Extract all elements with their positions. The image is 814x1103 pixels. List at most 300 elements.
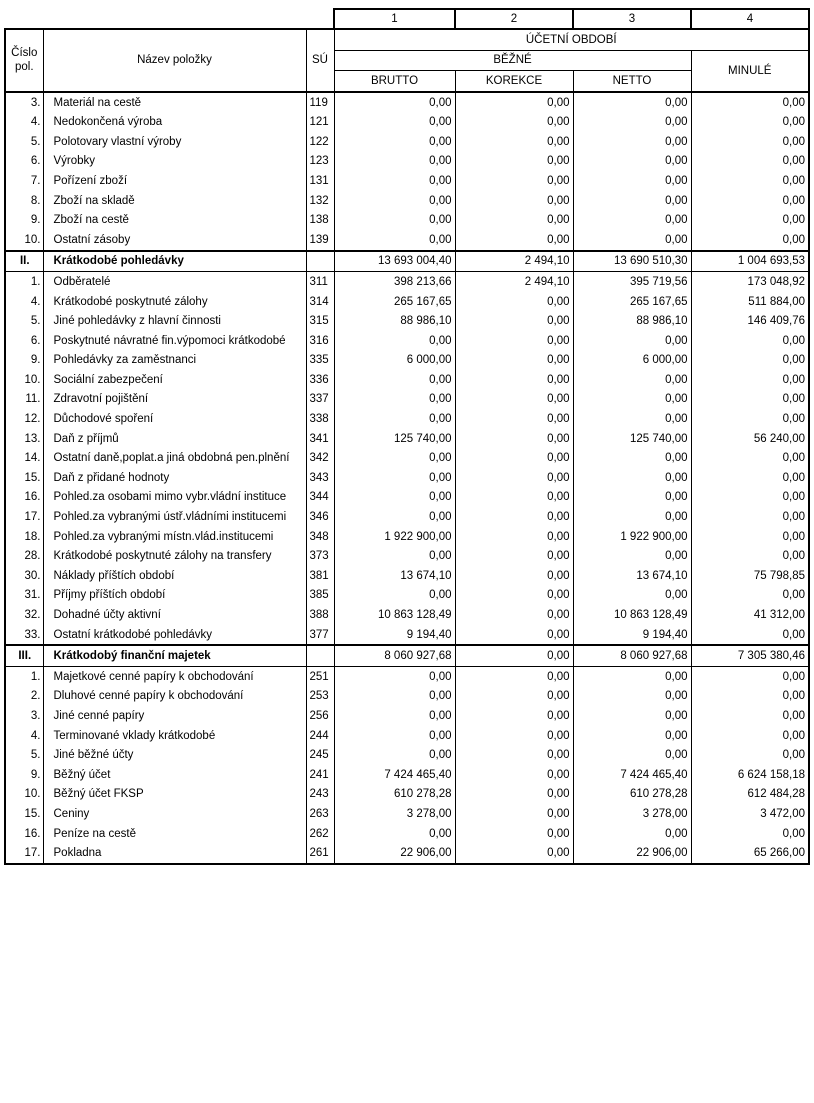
cell-minule: 0,00 (691, 488, 809, 508)
cell-pol: III. (5, 645, 43, 666)
cell-name: Nedokončená výroba (43, 112, 306, 132)
cell-netto: 0,00 (573, 132, 691, 152)
table-row (5, 566, 809, 586)
header-row (5, 29, 809, 50)
cell-pol: 5. (5, 132, 43, 152)
table-row (5, 191, 809, 211)
cell-su: 131 (306, 171, 334, 191)
cell-name: Výrobky (43, 152, 306, 172)
cell-korekce: 2 494,10 (455, 251, 573, 272)
cell-name: Pokladna (43, 843, 306, 864)
cell-korekce: 0,00 (455, 687, 573, 707)
cell-minule: 612 484,28 (691, 785, 809, 805)
cell-pol: 3. (5, 706, 43, 726)
cell-korekce: 0,00 (455, 311, 573, 331)
cell-minule: 0,00 (691, 152, 809, 172)
cell-brutto: 8 060 927,68 (334, 645, 455, 666)
cell-korekce: 0,00 (455, 605, 573, 625)
section-row (5, 645, 809, 666)
cell-pol: 8. (5, 191, 43, 211)
col-number: 1 (334, 9, 455, 29)
cell-name: Zdravotní pojištění (43, 390, 306, 410)
cell-brutto: 610 278,28 (334, 785, 455, 805)
cell-korekce: 0,00 (455, 843, 573, 864)
table-row (5, 351, 809, 371)
cell-pol: 17. (5, 507, 43, 527)
cell-netto: 610 278,28 (573, 785, 691, 805)
cell-name: Odběratelé (43, 272, 306, 292)
cell-korekce: 0,00 (455, 625, 573, 646)
cell-brutto: 0,00 (334, 745, 455, 765)
cell-brutto: 0,00 (334, 586, 455, 606)
cell-netto: 1 922 900,00 (573, 527, 691, 547)
cell-netto: 0,00 (573, 745, 691, 765)
cell-su: 121 (306, 112, 334, 132)
cell-name: Krátkodobé poskytnuté zálohy na transfery (43, 546, 306, 566)
cell-name: Terminované vklady krátkodobé (43, 726, 306, 746)
cell-brutto: 88 986,10 (334, 311, 455, 331)
cell-korekce: 0,00 (455, 566, 573, 586)
table-row (5, 527, 809, 547)
cell-brutto: 0,00 (334, 210, 455, 230)
cell-korekce: 0,00 (455, 726, 573, 746)
cell-pol: 33. (5, 625, 43, 646)
cell-su: 337 (306, 390, 334, 410)
cell-netto: 0,00 (573, 152, 691, 172)
cell-korekce: 0,00 (455, 230, 573, 251)
cell-minule: 0,00 (691, 667, 809, 687)
cell-pol: 16. (5, 488, 43, 508)
cell-pol: 18. (5, 527, 43, 547)
header-minule: MINULÉ (691, 50, 809, 92)
table-row (5, 745, 809, 765)
cell-name: Pohledávky za zaměstnanci (43, 351, 306, 371)
table-row (5, 272, 809, 292)
cell-pol: 12. (5, 409, 43, 429)
cell-brutto: 0,00 (334, 448, 455, 468)
cell-name: Majetkové cenné papíry k obchodování (43, 667, 306, 687)
cell-netto: 13 690 510,30 (573, 251, 691, 272)
cell-name: Ceniny (43, 804, 306, 824)
cell-korekce: 0,00 (455, 351, 573, 371)
cell-name: Ostatní krátkodobé pohledávky (43, 625, 306, 646)
cell-su: 263 (306, 804, 334, 824)
cell-minule: 0,00 (691, 527, 809, 547)
cell-brutto: 0,00 (334, 706, 455, 726)
cell-netto: 0,00 (573, 191, 691, 211)
cell-su: 256 (306, 706, 334, 726)
cell-korekce: 0,00 (455, 448, 573, 468)
table-row (5, 726, 809, 746)
cell-netto: 8 060 927,68 (573, 645, 691, 666)
header-cislo-pol: Číslo pol. (5, 29, 43, 92)
table-row (5, 92, 809, 113)
cell-korekce: 0,00 (455, 804, 573, 824)
cell-minule: 0,00 (691, 92, 809, 113)
header-brutto: BRUTTO (334, 71, 455, 92)
cell-minule: 56 240,00 (691, 429, 809, 449)
cell-netto: 0,00 (573, 667, 691, 687)
cell-brutto: 3 278,00 (334, 804, 455, 824)
cell-su: 261 (306, 843, 334, 864)
cell-pol: 15. (5, 468, 43, 488)
cell-su: 123 (306, 152, 334, 172)
header-ucetni-obdobi: ÚČETNÍ OBDOBÍ (334, 29, 809, 50)
cell-korekce: 0,00 (455, 429, 573, 449)
column-number-row (5, 9, 809, 29)
cell-brutto: 0,00 (334, 370, 455, 390)
cell-brutto: 0,00 (334, 667, 455, 687)
cell-korekce: 0,00 (455, 468, 573, 488)
cell-pol: 5. (5, 745, 43, 765)
cell-minule: 0,00 (691, 745, 809, 765)
cell-korekce: 2 494,10 (455, 272, 573, 292)
cell-brutto: 22 906,00 (334, 843, 455, 864)
cell-pol: 6. (5, 331, 43, 351)
table-row (5, 331, 809, 351)
cell-korekce: 0,00 (455, 390, 573, 410)
table-row (5, 171, 809, 191)
cell-brutto: 0,00 (334, 726, 455, 746)
cell-korekce: 0,00 (455, 706, 573, 726)
cell-netto: 0,00 (573, 230, 691, 251)
cell-korekce: 0,00 (455, 331, 573, 351)
cell-pol: 4. (5, 726, 43, 746)
cell-netto: 0,00 (573, 546, 691, 566)
cell-pol: 14. (5, 448, 43, 468)
cell-netto: 0,00 (573, 171, 691, 191)
cell-minule: 0,00 (691, 370, 809, 390)
cell-minule: 65 266,00 (691, 843, 809, 864)
cell-brutto: 13 693 004,40 (334, 251, 455, 272)
table-row (5, 210, 809, 230)
cell-minule: 0,00 (691, 230, 809, 251)
cell-netto: 0,00 (573, 706, 691, 726)
cell-minule: 0,00 (691, 351, 809, 371)
cell-name: Zboží na cestě (43, 210, 306, 230)
cell-brutto: 0,00 (334, 171, 455, 191)
cell-korekce: 0,00 (455, 527, 573, 547)
cell-korekce: 0,00 (455, 112, 573, 132)
cell-name: Daň z příjmů (43, 429, 306, 449)
cell-korekce: 0,00 (455, 745, 573, 765)
cell-minule: 0,00 (691, 687, 809, 707)
cell-brutto: 0,00 (334, 152, 455, 172)
cell-netto: 22 906,00 (573, 843, 691, 864)
cell-netto: 0,00 (573, 468, 691, 488)
cell-name: Jiné cenné papíry (43, 706, 306, 726)
cell-pol: 11. (5, 390, 43, 410)
cell-brutto: 0,00 (334, 687, 455, 707)
cell-su: 377 (306, 625, 334, 646)
cell-pol: 31. (5, 586, 43, 606)
cell-korekce: 0,00 (455, 409, 573, 429)
header-korekce: KOREKCE (455, 71, 573, 92)
cell-pol: 7. (5, 171, 43, 191)
cell-name: Pohled.za vybranými místn.vlád.institucemi (43, 527, 306, 547)
cell-su: 348 (306, 527, 334, 547)
cell-pol: 6. (5, 152, 43, 172)
cell-korekce: 0,00 (455, 765, 573, 785)
cell-brutto: 10 863 128,49 (334, 605, 455, 625)
cell-minule: 0,00 (691, 706, 809, 726)
cell-name: Krátkodobé poskytnuté zálohy (43, 292, 306, 312)
table-row (5, 230, 809, 251)
cell-minule: 1 004 693,53 (691, 251, 809, 272)
cell-netto: 0,00 (573, 586, 691, 606)
cell-name: Pořízení zboží (43, 171, 306, 191)
cell-su: 346 (306, 507, 334, 527)
cell-su: 388 (306, 605, 334, 625)
cell-netto: 0,00 (573, 824, 691, 844)
cell-netto: 125 740,00 (573, 429, 691, 449)
cell-pol: 10. (5, 370, 43, 390)
cell-netto: 10 863 128,49 (573, 605, 691, 625)
table-row (5, 311, 809, 331)
table-row (5, 390, 809, 410)
cell-pol: 2. (5, 687, 43, 707)
cell-netto: 0,00 (573, 687, 691, 707)
cell-pol: 32. (5, 605, 43, 625)
cell-minule: 146 409,76 (691, 311, 809, 331)
cell-pol: 13. (5, 429, 43, 449)
cell-korekce: 0,00 (455, 785, 573, 805)
cell-netto: 0,00 (573, 331, 691, 351)
cell-name: Jiné pohledávky z hlavní činnosti (43, 311, 306, 331)
cell-netto: 0,00 (573, 390, 691, 410)
cell-minule: 0,00 (691, 546, 809, 566)
cell-pol: 10. (5, 785, 43, 805)
table-row (5, 507, 809, 527)
cell-pol: 5. (5, 311, 43, 331)
cell-pol: II. (5, 251, 43, 272)
cell-brutto: 0,00 (334, 230, 455, 251)
table-row (5, 824, 809, 844)
cell-name: Běžný účet (43, 765, 306, 785)
cell-korekce: 0,00 (455, 292, 573, 312)
cell-minule: 7 305 380,46 (691, 645, 809, 666)
cell-korekce: 0,00 (455, 586, 573, 606)
cell-netto: 0,00 (573, 726, 691, 746)
table-row (5, 687, 809, 707)
table-row (5, 152, 809, 172)
cell-brutto: 0,00 (334, 331, 455, 351)
cell-name: Ostatní daně,poplat.a jiná obdobná pen.plnění (43, 448, 306, 468)
table-row (5, 488, 809, 508)
cell-pol: 10. (5, 230, 43, 251)
cell-name: Příjmy příštích období (43, 586, 306, 606)
cell-su: 241 (306, 765, 334, 785)
cell-korekce: 0,00 (455, 645, 573, 666)
cell-brutto: 265 167,65 (334, 292, 455, 312)
cell-netto: 0,00 (573, 409, 691, 429)
cell-su: 315 (306, 311, 334, 331)
cell-su (306, 645, 334, 666)
cell-name: Ostatní zásoby (43, 230, 306, 251)
cell-minule: 511 884,00 (691, 292, 809, 312)
table-row (5, 785, 809, 805)
cell-brutto: 0,00 (334, 409, 455, 429)
cell-minule: 0,00 (691, 132, 809, 152)
cell-pol: 1. (5, 667, 43, 687)
cell-name: Daň z přidané hodnoty (43, 468, 306, 488)
cell-brutto: 9 194,40 (334, 625, 455, 646)
cell-pol: 30. (5, 566, 43, 586)
cell-name: Materiál na cestě (43, 92, 306, 113)
cell-minule: 0,00 (691, 625, 809, 646)
cell-name: Důchodové spoření (43, 409, 306, 429)
table-row (5, 546, 809, 566)
section-row (5, 251, 809, 272)
cell-name: Zboží na skladě (43, 191, 306, 211)
balance-sheet-table (4, 8, 810, 865)
table-row (5, 132, 809, 152)
cell-pol: 3. (5, 92, 43, 113)
cell-korekce: 0,00 (455, 824, 573, 844)
cell-korekce: 0,00 (455, 152, 573, 172)
cell-minule: 0,00 (691, 507, 809, 527)
cell-brutto: 0,00 (334, 824, 455, 844)
cell-su: 132 (306, 191, 334, 211)
cell-pol: 15. (5, 804, 43, 824)
cell-su: 119 (306, 92, 334, 113)
cell-brutto: 1 922 900,00 (334, 527, 455, 547)
cell-su: 316 (306, 331, 334, 351)
cell-minule: 75 798,85 (691, 566, 809, 586)
cell-netto: 395 719,56 (573, 272, 691, 292)
cell-korekce: 0,00 (455, 171, 573, 191)
cell-su: 385 (306, 586, 334, 606)
cell-korekce: 0,00 (455, 191, 573, 211)
cell-su: 311 (306, 272, 334, 292)
cell-su: 139 (306, 230, 334, 251)
cell-name: Dohadné účty aktivní (43, 605, 306, 625)
table-row (5, 586, 809, 606)
cell-su: 335 (306, 351, 334, 371)
cell-minule: 0,00 (691, 331, 809, 351)
cell-netto: 0,00 (573, 210, 691, 230)
cell-netto: 0,00 (573, 370, 691, 390)
cell-su: 373 (306, 546, 334, 566)
cell-netto: 0,00 (573, 448, 691, 468)
cell-brutto: 6 000,00 (334, 351, 455, 371)
cell-pol: 4. (5, 292, 43, 312)
cell-name: Krátkodobé pohledávky (43, 251, 306, 272)
cell-netto: 0,00 (573, 507, 691, 527)
cell-name: Pohled.za vybranými ústř.vládními institucemi (43, 507, 306, 527)
cell-minule: 0,00 (691, 390, 809, 410)
cell-pol: 9. (5, 351, 43, 371)
cell-su: 122 (306, 132, 334, 152)
table-row (5, 429, 809, 449)
cell-brutto: 0,00 (334, 546, 455, 566)
cell-su: 341 (306, 429, 334, 449)
cell-brutto: 0,00 (334, 468, 455, 488)
table-row (5, 112, 809, 132)
cell-minule: 173 048,92 (691, 272, 809, 292)
cell-korekce: 0,00 (455, 488, 573, 508)
cell-name: Pohled.za osobami mimo vybr.vládní instituce (43, 488, 306, 508)
cell-name: Jiné běžné účty (43, 745, 306, 765)
cell-pol: 17. (5, 843, 43, 864)
cell-brutto: 0,00 (334, 112, 455, 132)
cell-korekce: 0,00 (455, 370, 573, 390)
cell-brutto: 398 213,66 (334, 272, 455, 292)
cell-brutto: 0,00 (334, 92, 455, 113)
header-su: SÚ (306, 29, 334, 92)
cell-pol: 16. (5, 824, 43, 844)
cell-minule: 0,00 (691, 112, 809, 132)
cell-netto: 0,00 (573, 92, 691, 113)
cell-brutto: 0,00 (334, 191, 455, 211)
table-row (5, 843, 809, 864)
col-number: 4 (691, 9, 809, 29)
cell-su: 262 (306, 824, 334, 844)
cell-netto: 265 167,65 (573, 292, 691, 312)
table-row (5, 409, 809, 429)
table-row (5, 706, 809, 726)
header-bezne: BĚŽNÉ (334, 50, 691, 71)
cell-minule: 0,00 (691, 824, 809, 844)
cell-brutto: 7 424 465,40 (334, 765, 455, 785)
cell-minule: 6 624 158,18 (691, 765, 809, 785)
cell-name: Polotovary vlastní výroby (43, 132, 306, 152)
table-row (5, 468, 809, 488)
cell-netto: 6 000,00 (573, 351, 691, 371)
table-row (5, 448, 809, 468)
cell-minule: 0,00 (691, 448, 809, 468)
cell-su: 245 (306, 745, 334, 765)
cell-minule: 0,00 (691, 171, 809, 191)
cell-netto: 3 278,00 (573, 804, 691, 824)
cell-name: Krátkodobý finanční majetek (43, 645, 306, 666)
cell-netto: 0,00 (573, 488, 691, 508)
header-netto: NETTO (573, 71, 691, 92)
cell-name: Poskytnuté návratné fin.výpomoci krátkodobé (43, 331, 306, 351)
cell-minule: 3 472,00 (691, 804, 809, 824)
table-row (5, 765, 809, 785)
cell-korekce: 0,00 (455, 667, 573, 687)
cell-pol: 4. (5, 112, 43, 132)
table-row (5, 292, 809, 312)
table-row (5, 370, 809, 390)
cell-su: 336 (306, 370, 334, 390)
cell-name: Dluhové cenné papíry k obchodování (43, 687, 306, 707)
table-row (5, 625, 809, 646)
table-body (5, 92, 809, 864)
cell-minule: 0,00 (691, 468, 809, 488)
cell-su: 243 (306, 785, 334, 805)
cell-brutto: 125 740,00 (334, 429, 455, 449)
cell-name: Peníze na cestě (43, 824, 306, 844)
cell-netto: 0,00 (573, 112, 691, 132)
cell-netto: 88 986,10 (573, 311, 691, 331)
cell-minule: 0,00 (691, 191, 809, 211)
cell-brutto: 0,00 (334, 488, 455, 508)
cell-korekce: 0,00 (455, 132, 573, 152)
cell-netto: 7 424 465,40 (573, 765, 691, 785)
cell-su: 253 (306, 687, 334, 707)
cell-su: 251 (306, 667, 334, 687)
cell-su: 381 (306, 566, 334, 586)
cell-brutto: 0,00 (334, 390, 455, 410)
cell-brutto: 0,00 (334, 132, 455, 152)
cell-minule: 41 312,00 (691, 605, 809, 625)
cell-su: 314 (306, 292, 334, 312)
cell-su: 138 (306, 210, 334, 230)
cell-su (306, 251, 334, 272)
cell-su: 338 (306, 409, 334, 429)
